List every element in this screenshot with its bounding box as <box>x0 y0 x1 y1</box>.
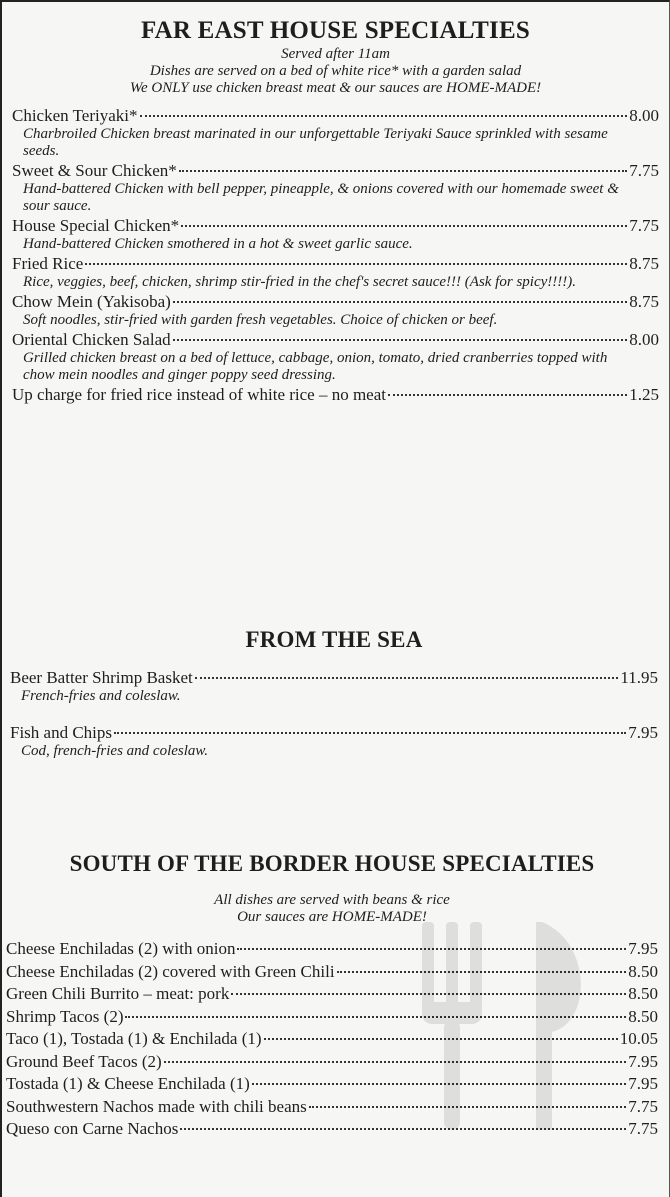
item-price: 8.75 <box>629 254 659 273</box>
item-name: Fish and Chips <box>10 723 113 742</box>
item-price: 8.50 <box>628 984 658 1003</box>
item-price: 8.50 <box>628 961 658 981</box>
item-price: 1.25 <box>629 385 659 404</box>
item-price: 7.75 <box>629 216 659 235</box>
item-name: Fried Rice <box>12 254 84 273</box>
section-far-east <box>12 16 659 406</box>
item-name: Chicken Teriyaki* <box>12 106 138 125</box>
item-price: 11.95 <box>620 668 658 687</box>
item-price: 7.95 <box>628 1051 658 1071</box>
section-title: FROM THE SEA <box>245 627 423 652</box>
menu-item <box>12 254 659 291</box>
menu-item <box>12 385 659 405</box>
dot-leader <box>173 339 628 341</box>
item-name: Oriental Chicken Salad <box>12 330 171 349</box>
section-from-the-sea <box>10 626 658 778</box>
dot-leader <box>173 301 627 303</box>
item-description: Grilled chicken breast on a bed of lettuce, cabbage, onion, tomato, dried cranberries topped with chow mein noodles and ginger poppy seed dressing. <box>23 350 608 383</box>
fork-knife-watermark-icon <box>402 902 622 1142</box>
menu-item <box>10 723 658 760</box>
dot-leader <box>85 263 627 265</box>
section-note: Served after 11am <box>281 46 390 62</box>
item-price: 8.50 <box>628 1006 658 1026</box>
dot-leader <box>195 677 619 679</box>
item-name: Queso con Carne Nachos <box>6 1119 179 1138</box>
item-name: Sweet & Sour Chicken* <box>12 161 177 180</box>
item-name: Chow Mein (Yakisoba) <box>12 292 171 311</box>
item-name: Cheese Enchiladas (2) with onion <box>6 939 236 958</box>
dot-leader <box>114 732 626 734</box>
menu-item <box>12 161 659 215</box>
item-price: 7.95 <box>628 1074 658 1093</box>
section-note: All dishes are served with beans & rice <box>214 892 450 908</box>
item-price: 7.75 <box>628 1119 658 1138</box>
item-name: Ground Beef Tacos (2) <box>6 1051 162 1071</box>
section-title: FAR EAST HOUSE SPECIALTIES <box>141 17 530 44</box>
item-name: Tostada (1) & Cheese Enchilada (1) <box>6 1074 250 1093</box>
item-name: Southwestern Nachos made with chili beans <box>6 1096 307 1116</box>
item-name: Beer Batter Shrimp Basket <box>10 668 193 687</box>
item-price: 8.75 <box>629 292 659 311</box>
dot-leader <box>179 170 627 172</box>
menu-item <box>12 292 659 329</box>
menu-item <box>12 330 659 384</box>
item-name: House Special Chicken* <box>12 216 180 235</box>
section-note: Dishes are served on a bed of white rice* with a garden salad <box>149 63 522 79</box>
item-price: 7.75 <box>629 161 659 180</box>
item-description: Hand-battered Chicken with bell pepper, pineapple, & onions covered with our homemade sweet & sour sauce. <box>23 181 619 214</box>
dot-leader <box>388 394 627 396</box>
menu-item <box>10 668 658 705</box>
menu-item <box>12 106 659 160</box>
section-note: Our sauces are HOME-MADE! <box>237 909 427 925</box>
section-note: We ONLY use chicken breast meat & our sauces are HOME-MADE! <box>129 80 542 96</box>
item-description: Hand-battered Chicken smothered in a hot & sweet garlic sauce. <box>23 236 413 252</box>
item-description: Rice, veggies, beef, chicken, shrimp stir-fried in the chef's secret sauce!!! (Ask for spicy!!!!). <box>23 274 576 290</box>
item-name: Green Chili Burrito – meat: pork <box>6 984 230 1003</box>
section-title: SOUTH OF THE BORDER HOUSE SPECIALTIES <box>69 851 595 876</box>
dot-leader <box>140 115 628 117</box>
item-name: Cheese Enchiladas (2) covered with Green Chili <box>6 961 335 981</box>
menu-item <box>12 216 659 253</box>
item-price: 10.05 <box>619 1029 658 1048</box>
dot-leader <box>181 225 627 227</box>
item-price: 8.00 <box>629 330 659 349</box>
item-description: Charbroiled Chicken breast marinated in our unforgettable Teriyaki Sauce sprinkled with sesame seeds. <box>23 126 608 159</box>
item-price: 7.75 <box>628 1096 658 1116</box>
item-description: Soft noodles, stir-fried with garden fresh vegetables. Choice of chicken or beef. <box>23 312 498 328</box>
item-name: Shrimp Tacos (2) <box>6 1006 124 1026</box>
item-name: Up charge for fried rice instead of white rice – no meat <box>12 385 386 404</box>
item-price: 7.95 <box>628 939 658 958</box>
item-description: Cod, french-fries and coleslaw. <box>21 743 209 759</box>
item-price: 7.95 <box>628 723 658 742</box>
item-price: 8.00 <box>629 106 659 125</box>
item-name: Taco (1), Tostada (1) & Enchilada (1) <box>6 1029 262 1048</box>
item-description: French-fries and coleslaw. <box>21 688 181 704</box>
